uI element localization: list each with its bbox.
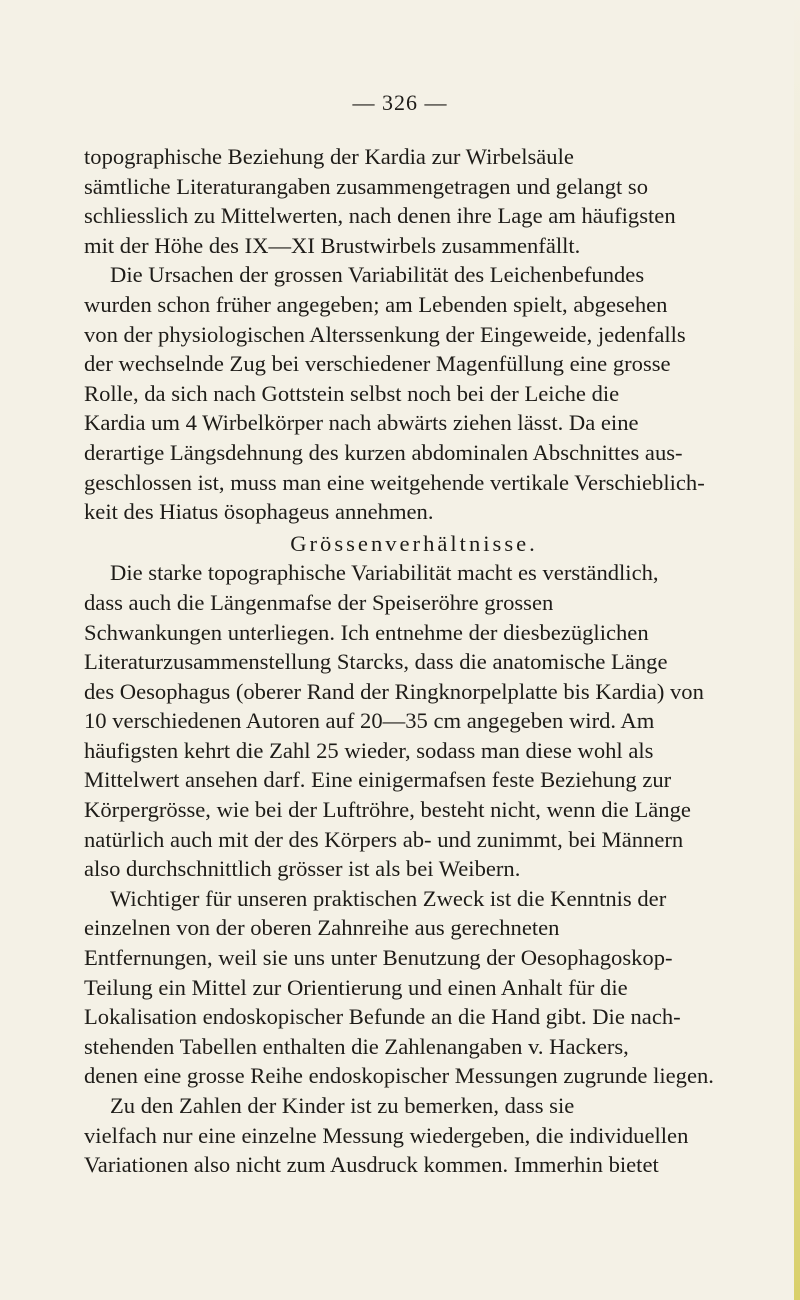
page-edge-shadow [794,0,800,1300]
text-line: der wechselnde Zug bei verschiedener Magenfüllung eine grosse [84,351,671,377]
page-number: — 326 — [352,90,448,115]
text-line: einzelnen von der oberen Zahnreihe aus gerechneten [84,915,560,941]
body-text [84,142,744,1180]
text-line: sämtliche Literaturangaben zusammengetragen und gelangt so [84,173,649,199]
text-line: von der physiologischen Alterssenkung der Eingeweide, jedenfalls [84,321,686,347]
text-line: stehenden Tabellen enthalten die Zahlenangaben v. Hackers, [84,1033,629,1059]
text-line: Entfernungen, weil sie uns unter Benutzung der Oesophagoskop- [84,945,673,971]
text-line: Rolle, da sich nach Gottstein selbst noch bei der Leiche die [84,380,620,406]
text-line: Variationen also nicht zum Ausdruck kommen. Immerhin bietet [84,1152,659,1178]
text-line: vielfach nur eine einzelne Messung wiedergeben, die individuellen [84,1122,689,1148]
paragraph [84,260,744,526]
text-line: schliesslich zu Mittelwerten, nach denen ihre Lage am häufigsten [84,203,676,229]
text-line: geschlossen ist, muss man eine weitgehende vertikale Verschieblich- [84,469,705,495]
text-line: wurden schon früher angegeben; am Lebenden spielt, abgesehen [84,291,668,317]
text-line: Lokalisation endoskopischer Befunde an die Hand gibt. Die nach- [84,1004,681,1030]
text-line: Körpergrösse, wie bei der Luftröhre, besteht nicht, wenn die Länge [84,797,691,823]
text-line: Kardia um 4 Wirbelkörper nach abwärts ziehen lässt. Da eine [84,410,639,436]
text-line: Schwankungen unterliegen. Ich entnehme der diesbezüglichen [84,619,649,645]
text-line: derartige Längsdehnung des kurzen abdominalen Abschnittes aus- [84,439,683,465]
text-line: Zu den Zahlen der Kinder ist zu bemerken, dass sie [110,1093,575,1118]
section-heading: Grössenverhältnisse. [290,530,538,556]
paragraph [84,558,744,884]
text-line: häufigsten kehrt die Zahl 25 wieder, sodass man diese wohl als [84,737,654,763]
paragraph [84,884,744,1091]
text-line: 10 verschiedenen Autoren auf 20—35 cm angegeben wird. Am [84,708,655,734]
paragraph [84,1091,744,1180]
text-line: natürlich auch mit der des Körpers ab- und zunimmt, bei Männern [84,826,684,852]
text-line: Die Ursachen der grossen Variabilität des Leichenbefundes [110,262,645,288]
text-line: Teilung ein Mittel zur Orientierung und einen Anhalt für die [84,974,628,1000]
text-line: Die starke topographische Variabilität macht es verständlich, [110,560,659,586]
text-line: Mittelwert ansehen darf. Eine einigermafsen feste Beziehung zur [84,767,672,793]
text-line: Wichtiger für unseren praktischen Zweck ist die Kenntnis der [110,885,667,911]
text-line: denen eine grosse Reihe endoskopischer Messungen zugrunde liegen. [84,1063,714,1089]
text-line: Literaturzusammenstellung Starcks, dass die anatomische Länge [84,649,668,675]
text-line: des Oesophagus (oberer Rand der Ringknorpelplatte bis Kardia) von [84,678,704,704]
text-line: dass auch die Längenmafse der Speiseröhre grossen [84,589,554,615]
text-line: mit der Höhe des IX—XI Brustwirbels zusammenfällt. [84,232,581,258]
paragraph [84,142,744,260]
text-line: topographische Beziehung der Kardia zur Wirbelsäule [84,144,574,169]
text-line: keit des Hiatus ösophageus annehmen. [84,499,434,525]
text-line: also durchschnittlich grösser ist als bei Weibern. [84,856,521,882]
